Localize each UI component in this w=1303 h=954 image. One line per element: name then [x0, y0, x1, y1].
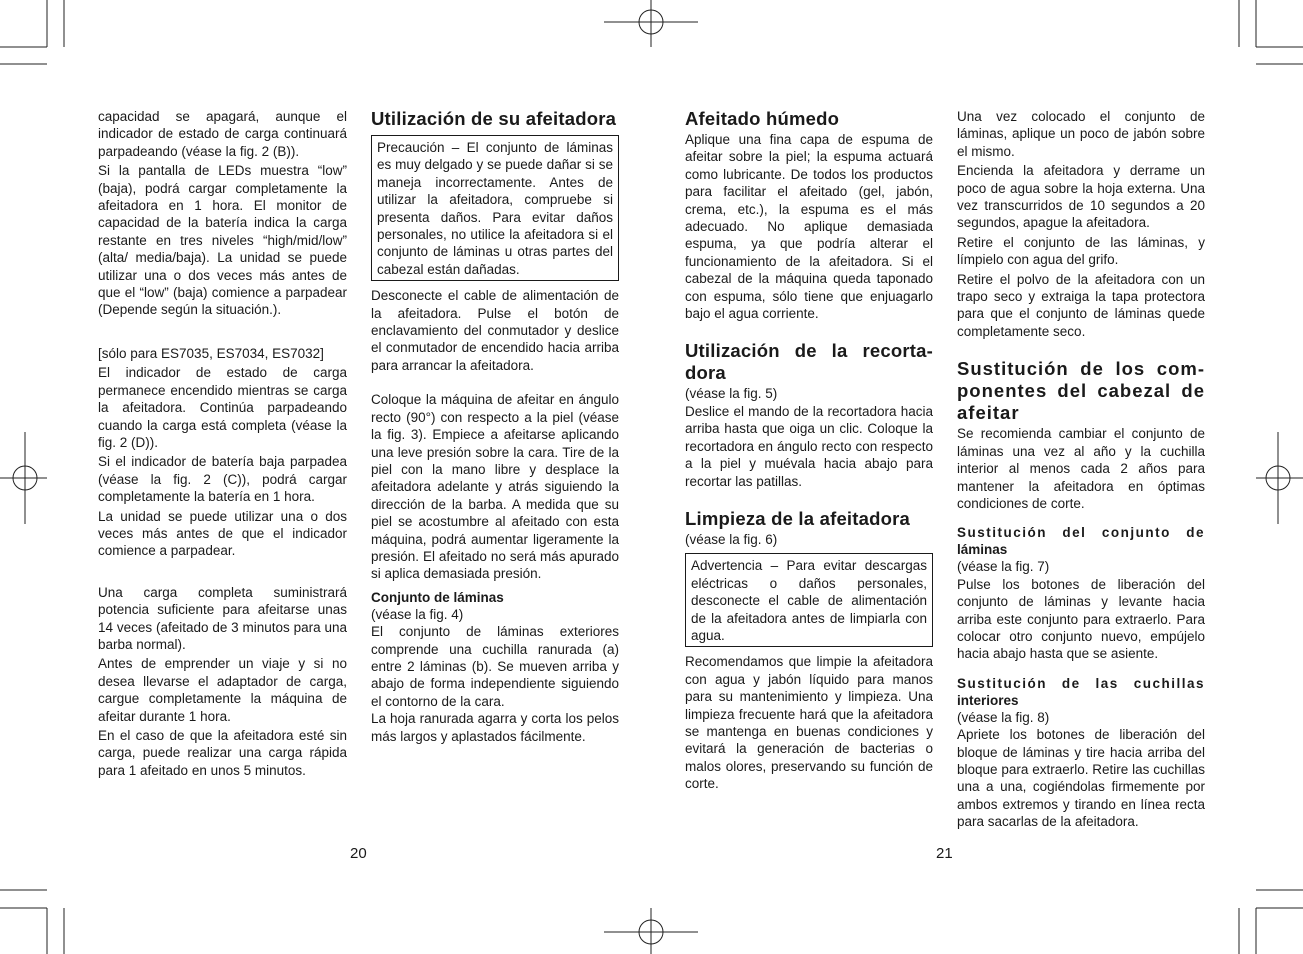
column-1 — [98, 108, 347, 779]
paragraph: Coloque la máquina de afeitar en ángulo recto (90°) con respecto a la piel (véase la fig. 3). Empiece a afeitarse aplicando una leve presión sobre la cara. Tire de la piel con la mano libre y desplace la afeitadora adelante y atrás siguiendo la dirección de la barba. A medida que su piel se acostumbre al afeitado con esta máquina, podrá aumentar ligeramente la presión. El afeitado no será más apurado si aplica demasiada presión. — [371, 392, 619, 582]
paragraph: El conjunto de láminas exteriores comprende una cuchilla ranurada (a) entre 2 láminas (b). Se mueven arriba y abajo de forma independiente siguiendo el contorno de la cara. — [371, 624, 619, 709]
heading-line: Sustitución de los com- — [957, 358, 1205, 380]
figure-reference: (véase la fig. 4) — [371, 606, 464, 622]
paragraph: Antes de emprender un viaje y si no desea llevarse el adaptador de carga, cargue completamente la máquina de afeitar durante 1 hora. — [98, 656, 347, 724]
column-2 — [371, 108, 619, 745]
paragraph: Se recomienda cambiar el conjunto de láminas una vez al año y la cuchilla interior al menos cada 2 años para mantener la afeitadora en óptimas condiciones de corte. — [957, 426, 1205, 511]
caution-text: Precaución – El conjunto de láminas es muy delgado y se puede dañar si se maneja incorrectamente. Antes de utilizar la afeitadora, compruebe si presenta daños. Para evitar daños personales, no utilice la afeitadora si el conjunto de láminas u otras partes del cabezal están dañadas. — [377, 140, 613, 277]
warning-box — [685, 553, 933, 647]
paragraph: Desconecte el cable de alimentación de la afeitadora. Pulse el botón de enclavamiento del conmutador y deslice el conmutador de encendido hacia arriba para arrancar la afeitadora. — [371, 288, 619, 373]
paragraph: capacidad se apagará, aunque el indicador de estado de carga continuará parpadeando (véase la fig. 2 (B)). — [98, 109, 347, 159]
figure-reference: (véase la fig. 7) — [957, 559, 1050, 575]
sub-heading — [957, 675, 1205, 709]
section-heading — [685, 340, 933, 384]
paragraph: Si la pantalla de LEDs muestra “low” (baja), podrá cargar completamente la afeitadora en 1 hora. El monitor de capacidad de la batería indica la carga restante en tres niveles “high/mid/low” (alta/ media/baja). La unidad se puede utilizar una o dos veces más antes de que el “low” (baja) comience a parpadear (Depende según la situación.). — [98, 163, 347, 318]
paragraph: Si el indicador de batería baja parpadea (véase la fig. 2 (C)), podrá cargar completamente la batería en 1 hora. — [98, 454, 347, 505]
sub-heading: Conjunto de láminas — [371, 589, 504, 605]
heading-line: Utilización de la recorta- — [685, 340, 933, 362]
warning-text: Advertencia – Para evitar descargas eléctricas o daños personales, desconecte el cable de alimentación de la afeitadora antes de limpiarla con agua. — [691, 558, 927, 643]
paragraph: Apriete los botones de liberación del bloque de láminas y tire hacia arriba del bloque para extraerlo. Retire las cuchillas una a una, cogiéndolas firmemente por ambos extremos y tirando en línea recta para sacarlas de la afeitadora. — [957, 727, 1205, 830]
paragraph: El indicador de estado de carga permanece encendido mientras se carga la afeitadora. Continúa parpadeando cuando la carga está completa (véase la fig. 2 (D)). — [98, 365, 347, 450]
sub-heading — [957, 524, 1205, 558]
caution-box — [371, 135, 619, 281]
paragraph: Recomendamos que limpie la afeitadora con agua y jabón líquido para manos para su mantenimiento y limpieza. Una limpieza frecuente hará que la afeitadora se mantenga en buenas condiciones y evitará la generación de bacterias o malos olores, preservando su función de corte. — [685, 654, 933, 792]
section-heading — [957, 358, 1205, 424]
paragraph: Una carga completa suministrará potencia suficiente para afeitarse unas 14 veces (afeitado de 3 minutos para una barba normal). — [98, 584, 347, 652]
column-3 — [685, 108, 933, 793]
paragraph: Encienda la afeitadora y derrame un poco de agua sobre la hoja externa. Una vez transcurridos de 10 segundos a 20 segundos, apague la afeitadora. — [957, 163, 1205, 231]
paragraph: En el caso de que la afeitadora esté sin carga, puede realizar una carga rápida para 1 afeitado en unos 5 minutos. — [98, 728, 347, 778]
heading-line: interiores — [957, 692, 1019, 708]
section-heading: Afeitado húmedo — [685, 108, 840, 129]
heading-line: afeitar — [957, 402, 1020, 424]
model-note: [sólo para ES7035, ES7034, ES7032] — [98, 345, 324, 361]
paragraph: La unidad se puede utilizar una o dos veces más antes de que el indicador comience a parpadear. — [98, 508, 347, 559]
paragraph: Retire el conjunto de las láminas, y límpielo con agua del grifo. — [957, 234, 1205, 268]
page-number-left: 20 — [350, 845, 367, 862]
paragraph: Retire el polvo de la afeitadora con un trapo seco y extraiga la tapa protectora para que el conjunto de láminas quede completamente seco. — [957, 271, 1205, 339]
figure-reference: (véase la fig. 5) — [685, 386, 778, 402]
figure-reference: (véase la fig. 6) — [685, 531, 778, 547]
paragraph: Una vez colocado el conjunto de láminas, aplique un poco de jabón sobre el mismo. — [957, 109, 1205, 159]
heading-line: dora — [685, 362, 726, 384]
column-4 — [957, 108, 1205, 831]
heading-line: Sustitución del conjunto de — [957, 525, 1205, 541]
paragraph: La hoja ranurada agarra y corta los pelos más largos y aplastados fácilmente. — [371, 711, 619, 744]
figure-reference: (véase la fig. 8) — [957, 709, 1050, 725]
paragraph: Pulse los botones de liberación del conjunto de láminas y levante hacia arriba este conjunto para extraerlo. Para colocar otro conjunto nuevo, empújelo hacia abajo hasta que se asiente. — [957, 576, 1205, 662]
paragraph: Deslice el mando de la recortadora hacia arriba hasta que oiga un clic. Coloque la recortadora en ángulo recto con respecto a la piel y muévala hacia abajo para recortar las patillas. — [685, 403, 933, 489]
section-heading: Utilización de su afeitadora — [371, 108, 617, 129]
paragraph: Aplique una fina capa de espuma de afeitar sobre la piel; la espuma actuará como lubricante. De todos los productos para facilitar el afeitado (gel, jabón, crema, etc.), la espuma es el más adecuado. No aplique demasiada espuma, ya que podría alterar el funcionamiento de la afeitadora. Si el cabezal de la máquina queda taponado con espuma, sólo tiene que enjuagarlo bajo el agua corriente. — [685, 132, 933, 322]
heading-line: ponentes del cabezal de — [957, 380, 1205, 402]
page-number-right: 21 — [936, 845, 953, 862]
heading-line: Sustitución de las cuchillas — [957, 675, 1205, 691]
section-heading: Limpieza de la afeitadora — [685, 507, 911, 529]
heading-line: láminas — [957, 542, 1008, 558]
